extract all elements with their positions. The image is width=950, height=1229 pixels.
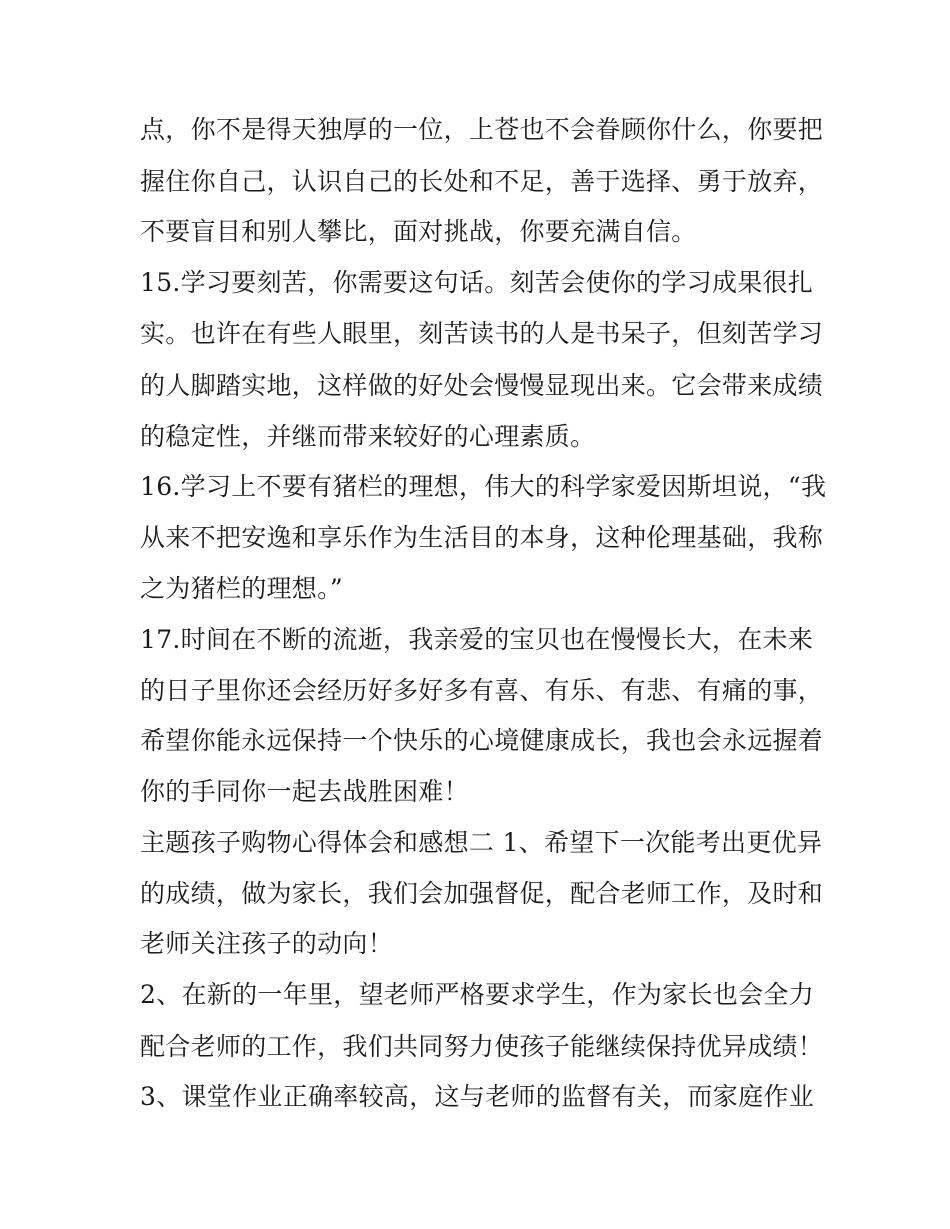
text-line: 的人脚踏实地，这样做的好处会慢慢显现出来。它会带来成绩 xyxy=(140,371,824,400)
text-line: 希望你能永远保持一个快乐的心境健康成长，我也会永远握着 xyxy=(140,726,824,755)
text-line: 不要盲目和别人攀比，面对挑战，你要充满自信。 xyxy=(140,217,697,246)
text-line: 配合老师的工作，我们共同努力使孩子能继续保持优异成绩！ xyxy=(140,1032,824,1061)
text-line: 实。也许在有些人眼里，刻苦读书的人是书呆子，但刻苦学习 xyxy=(140,319,824,348)
text-line: 2、在新的一年里，望老师严格要求学生，作为家长也会全力 xyxy=(140,980,815,1009)
text-line: 之为猪栏的理想。” xyxy=(140,574,343,603)
text-line: 3、课堂作业正确率较高，这与老师的监督有关，而家庭作业 xyxy=(140,1082,815,1111)
text-line: 点，你不是得天独厚的一位，上苍也不会眷顾你什么，你要把 xyxy=(140,115,824,144)
text-line: 15.学习要刻苦，你需要这句话。刻苦会使你的学习成果很扎 xyxy=(140,268,814,297)
text-line: 从来不把安逸和享乐作为生活目的本身，这种伦理基础，我称 xyxy=(140,523,824,552)
text-line: 的稳定性，并继而带来较好的心理素质。 xyxy=(140,422,596,451)
text-line: 的日子里你还会经历好多好多有喜、有乐、有悲、有痛的事， xyxy=(140,676,824,705)
text-line: 17.时间在不断的流逝，我亲爱的宝贝也在慢慢长大，在未来 xyxy=(140,625,814,654)
text-line: 主题孩子购物心得体会和感想二 1、希望下一次能考出更优异 xyxy=(140,828,823,857)
text-line: 老师关注孩子的动向！ xyxy=(140,929,394,958)
text-line: 的成绩，做为家长，我们会加强督促，配合老师工作，及时和 xyxy=(140,879,824,908)
text-line: 16.学习上不要有猪栏的理想，伟大的科学家爱因斯坦说，“我 xyxy=(140,472,827,501)
text-line: 你的手同你一起去战胜困难！ xyxy=(140,777,469,806)
text-line: 握住你自己，认识自己的长处和不足，善于选择、勇于放弃， xyxy=(140,167,824,196)
